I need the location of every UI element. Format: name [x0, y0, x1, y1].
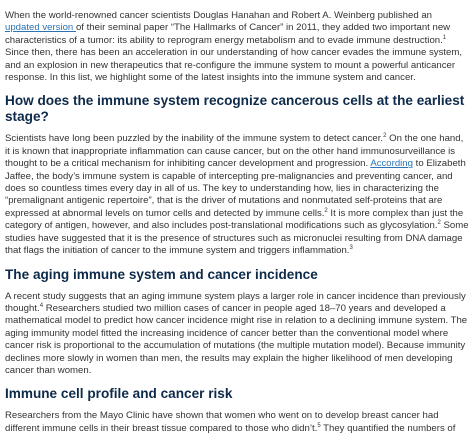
according-link[interactable]: According [370, 158, 413, 170]
footnote-ref: 2 [383, 133, 387, 140]
s1-text-2: On the one hand, it is known that inappropriate inflammation can cause cancer, but on the other hand immunosurveillance is thought to be a critical mechanism for inhibiting cancer development and progression. [5, 133, 464, 170]
updated-version-link[interactable]: updated version [5, 22, 76, 34]
intro-text-2: of their seminal paper “The Hallmarks of Cancer” in 2011, they added two important new characteristics of a tumor: its ability to reprogram energy metabolism and to evade immune destruction. [5, 22, 451, 46]
footnote-ref: 4 [39, 302, 44, 309]
s1-text-3: to Elizabeth Jaffee, the body’s immune system is capable of intercepting pre-malignancies and preventing cancer, and does so countless times every day in all of us. The key to understanding how, lies in characterizing the “premalignant antigenic repertoire”, that is the driver of mutations and nonmutated self-proteins that are expressed at abnormal levels on tumor cells and detected by immune cells. [5, 158, 466, 219]
s1-text-1: Scientists have long been puzzled by the inability of the immune system to detect cancer. [5, 133, 384, 145]
s1-text-5: Some studies have suggested that it is the presence of structures such as micronuclei resulting from DNA damage that flags the initiation of cancer to the immune system and triggers inflammation. [5, 220, 469, 257]
footnote-ref: 5 [317, 422, 321, 429]
footnote-ref: 2 [437, 220, 441, 227]
s1-text-4: It is more complex than just the category of antigen, however, and also includes post-translational modifications such as glycosylation. [5, 207, 464, 232]
s3-text-1: Researchers from the Mayo Clinic have shown that women who went on to develop breast cancer had different immune cells in their breast tissue compared to those who didn’t. [5, 410, 439, 434]
aging-immune-paragraph [5, 291, 469, 378]
s2-text-2: Researchers studied two million cases of cancer in people aged 18–70 years and developed a mathematical model to predict how cancer incidence might rise in relation to a declining immune system. The aging immunity model fitted the increasing incidence of cancer better than the conventional model where cancer risk is proportional to the accumulation of mutations (the multiple mutation model). Because immunity declines more slowly in women than men, the results may explain the higher likelihood of men developing cancer than women. [5, 302, 468, 376]
footnote-ref: 1 [442, 34, 447, 41]
immune-profile-paragraph [5, 410, 469, 435]
footnote-ref: 2 [324, 207, 328, 214]
intro-paragraph [5, 10, 469, 84]
s3-text-2: They quantified the numbers of [320, 422, 456, 434]
section-heading-immune-profile: Immune cell profile and cancer risk [5, 386, 233, 402]
intro-text-1: When the world-renowned cancer scientists Douglas Hanahan and Robert A. Weinberg published an [5, 10, 432, 21]
section-heading-immune-recognition: How does the immune system recognize cancerous cells at the earliest stage? [5, 93, 465, 125]
immune-recognition-paragraph [5, 133, 469, 257]
footnote-ref: 3 [349, 244, 353, 251]
section-heading-aging-immune: The aging immune system and cancer incidence [5, 266, 318, 282]
intro-text-3: Since then, there has been an acceleration in our understanding of how cancer evades the immune system, and an explosion in new therapeutics that re-configure the immune system to mount a powerful anticancer response. In this list, we highlight some of the latest insights into the immune system and cancer. [5, 47, 463, 84]
s2-text-1: A recent study suggests that an aging immune system plays a larger role in cancer incidence than previously thought. [5, 290, 466, 314]
